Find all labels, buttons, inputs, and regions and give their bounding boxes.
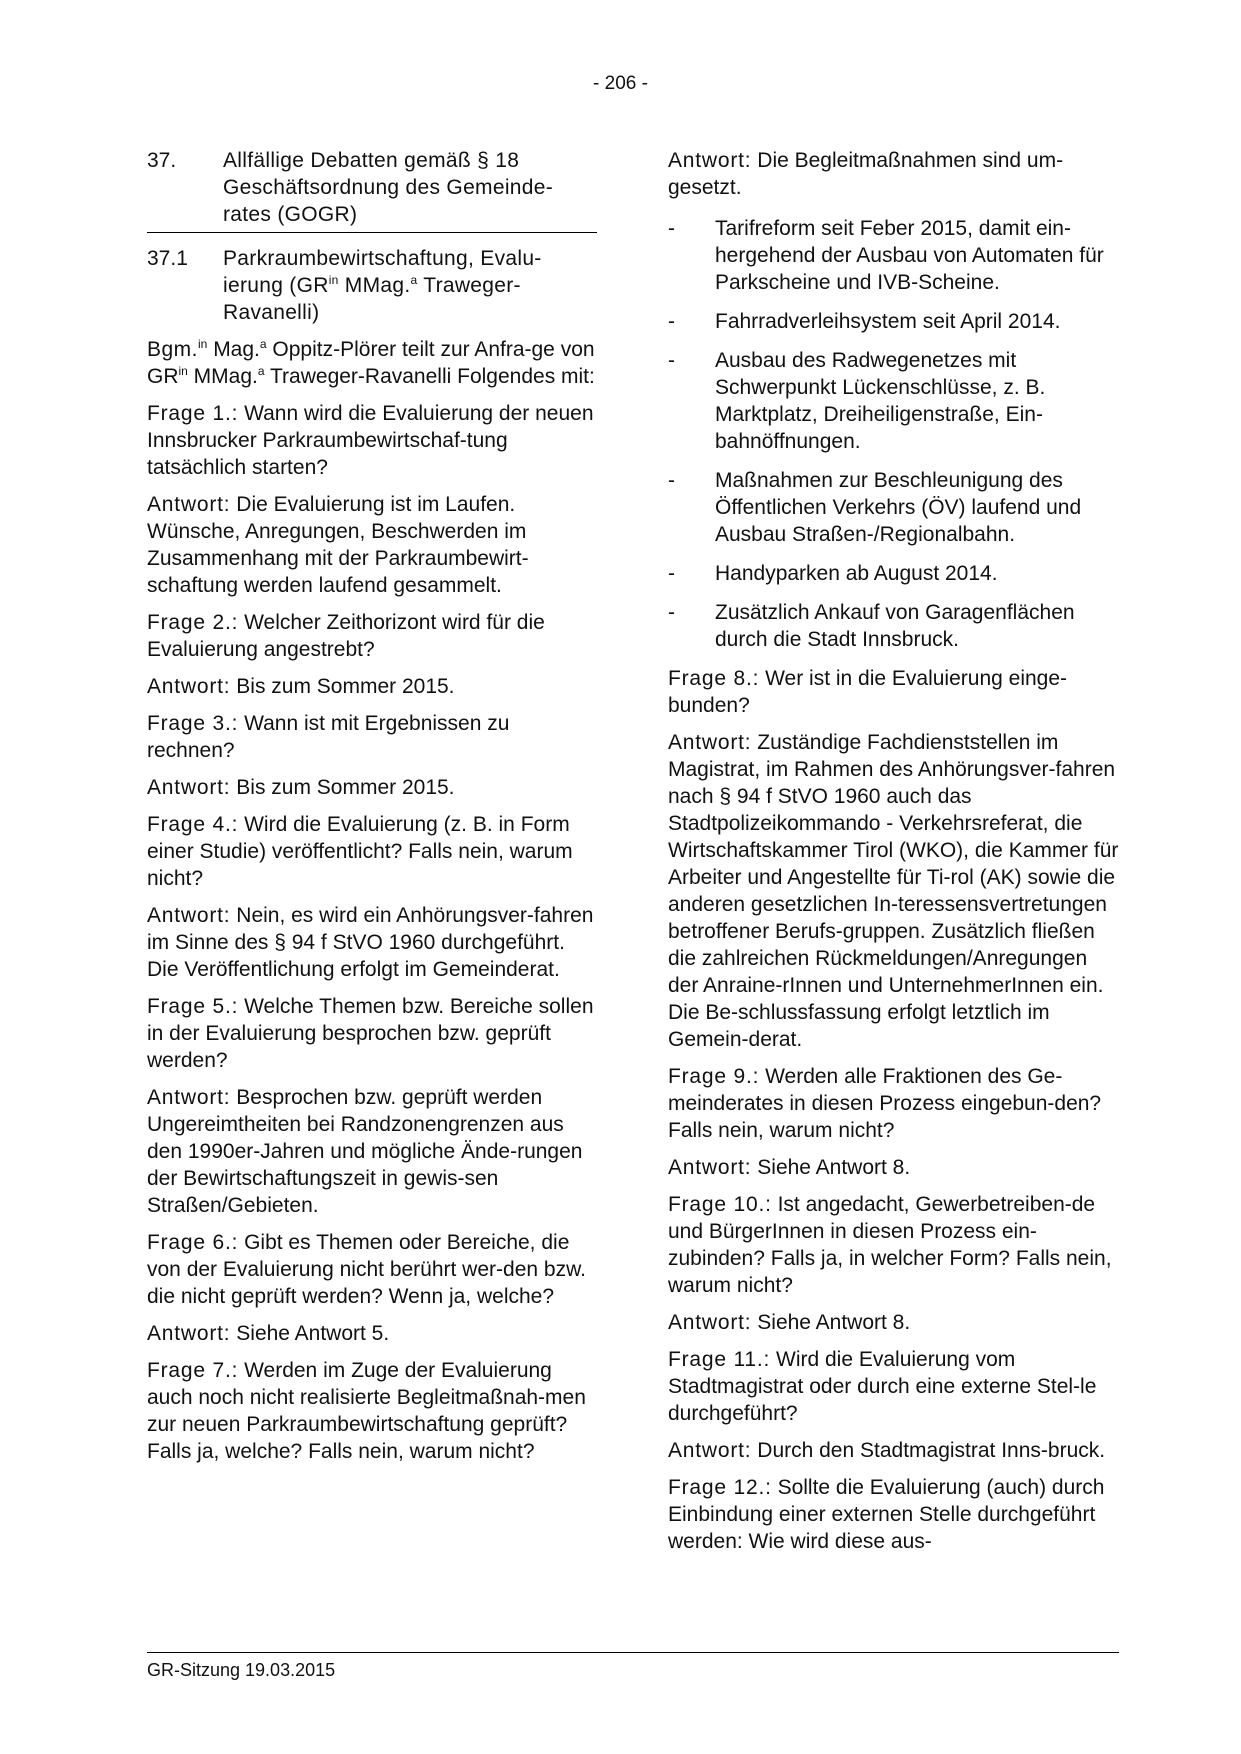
qa-paragraph: Antwort: Bis zum Sommer 2015.	[147, 675, 455, 698]
subheading-title: Parkraumbewirtschaftung, Evalu-ierung ($GR^{in}$ MMag.$^a$ Traweger-Ravanelli)	[223, 247, 542, 324]
footer-divider	[147, 1652, 1119, 1653]
qa-paragraph: Frage 8.: Wer ist in die Evaluierung einge-bunden?	[668, 667, 1068, 717]
qa-paragraph: Frage 12.: Sollte die Evaluierung (auch) durch Einbindung einer externen Stelle durchgeführt werden: Wie wird diese aus-	[668, 1476, 1105, 1553]
qa-paragraph: Frage 3.: Wann ist mit Ergebnissen zu rechnen?	[147, 712, 510, 762]
footer-text: GR-Sitzung 19.03.2015	[147, 1660, 336, 1680]
intro-paragraph: Bgm.$^{in}$ Mag.$^a$ Oppitz-Plörer teilt zur Anfra-ge von $GR^{in}$ MMag.$^a$ Traweger-Ravanelli Folgendes mit:	[147, 337, 595, 388]
left-column	[147, 147, 597, 1475]
qa-paragraph: Antwort: Nein, es wird ein Anhörungsver-fahren im Sinne des § 94 f StVO 1960 durchgeführt. Die Veröffentlichung erfolgt im Gemeinderat.	[147, 904, 594, 981]
page-number: - 206 -	[593, 73, 648, 94]
qa-paragraph: Antwort: Die Evaluierung ist im Laufen. Wünsche, Anregungen, Beschwerden im Zusammenhang mit der Parkraumbewirt-schaftung werden laufend gesammelt.	[147, 493, 529, 597]
qa-paragraph: Frage 4.: Wird die Evaluierung (z. B. in Form einer Studie) veröffentlicht? Falls nein, warum nicht?	[147, 813, 573, 890]
list-item: - Maßnahmen zur Beschleunigung des Öffentlichen Verkehrs (ÖV) laufend und Ausbau Straßen-/Regionalbahn.	[668, 469, 1082, 546]
qa-paragraph: Frage 1.: Wann wird die Evaluierung der neuen Innsbrucker Parkraumbewirtschaf-tung tatsächlich starten?	[147, 402, 594, 479]
heading-37	[147, 147, 597, 228]
qa-paragraph: Frage 10.: Ist angedacht, Gewerbetreiben-de und BürgerInnen in diesen Prozess ein-zubinden? Falls ja, in welcher Form? Falls nein, warum nicht?	[668, 1193, 1112, 1297]
list-item: - Handyparken ab August 2014.	[668, 562, 998, 585]
qa-paragraph: Frage 6.: Gibt es Themen oder Bereiche, die von der Evaluierung nicht berührt wer-den bzw. die nicht geprüft werden? Wenn ja, welche?	[147, 1231, 586, 1308]
qa-paragraph: Antwort: Besprochen bzw. geprüft werden Ungereimtheiten bei Randzonengrenzen aus den 1990er-Jahren und mögliche Ände-rungen der Bewirtschaftungszeit in gewis-sen Straßen/Gebieten.	[147, 1086, 583, 1217]
list-item: - Tarifreform seit Feber 2015, damit ein-hergehend der Ausbau von Automaten für Parkscheine und IVB-Scheine.	[668, 217, 1104, 294]
qa-paragraph: Antwort: Siehe Antwort 8.	[668, 1156, 911, 1179]
heading-number: 37.	[147, 149, 177, 172]
list-item: - Ausbau des Radwegenetzes mit Schwerpunkt Lückenschlüsse, z. B. Marktplatz, Dreiheiligenstraße, Ein-bahnöffnungen.	[668, 349, 1046, 453]
qa-paragraph: Frage 5.: Welche Themen bzw. Bereiche sollen in der Evaluierung besprochen bzw. geprüft werden?	[147, 995, 594, 1072]
heading-37-1	[147, 245, 597, 326]
qa-paragraph: Frage 9.: Werden alle Fraktionen des Ge-meinderates in diesen Prozess eingebun-den? Falls nein, warum nicht?	[668, 1065, 1102, 1142]
qa-paragraph: Antwort: Bis zum Sommer 2015.	[147, 776, 455, 799]
qa-paragraph: Antwort: Siehe Antwort 5.	[147, 1322, 390, 1345]
right-column	[668, 147, 1120, 1565]
qa-paragraph: Antwort: Die Begleitmaßnahmen sind um-gesetzt.	[668, 149, 1064, 199]
qa-paragraph: Antwort: Durch den Stadtmagistrat Inns-bruck.	[668, 1439, 1106, 1462]
qa-paragraph: Antwort: Zuständige Fachdienststellen im Magistrat, im Rahmen des Anhörungsver-fahren nach § 94 f StVO 1960 auch das Stadtpolizeikommando - Verkehrsreferat, die Wirtschaftskammer Tirol (WKO), die Kammer für Arbeiter und Angestellte für Ti-rol (AK) sowie die anderen gesetzlichen In-teressensvertretungen betroffener Berufs-gruppen. Zusätzlich fließen die zahlreichen Rückmeldungen/Anregungen der Anraine-rInnen und UnternehmerInnen ein. Die Be-schlussfassung erfolgt letztlich im Gemein-derat.	[668, 731, 1119, 1051]
qa-paragraph: Frage 7.: Werden im Zuge der Evaluierung auch noch nicht realisierte Begleitmaßnah-men zur neuen Parkraumbewirtschaftung geprüft? Falls ja, welche? Falls nein, warum nicht?	[147, 1359, 586, 1463]
subheading-number: 37.1	[147, 247, 188, 270]
list-item: - Zusätzlich Ankauf von Garagenflächen durch die Stadt Innsbruck.	[668, 601, 1075, 651]
heading-divider	[147, 232, 597, 233]
heading-title: Allfällige Debatten gemäß § 18 Geschäftsordnung des Gemeinde-rates (GOGR)	[223, 149, 554, 226]
qa-paragraph: Antwort: Siehe Antwort 8.	[668, 1311, 911, 1334]
measures-list	[668, 215, 1120, 653]
qa-paragraph: Frage 11.: Wird die Evaluierung vom Stadtmagistrat oder durch eine externe Stel-le durchgeführt?	[668, 1348, 1097, 1425]
list-item: - Fahrradverleihsystem seit April 2014.	[668, 310, 1061, 333]
qa-paragraph: Frage 2.: Welcher Zeithorizont wird für die Evaluierung angestrebt?	[147, 611, 545, 661]
